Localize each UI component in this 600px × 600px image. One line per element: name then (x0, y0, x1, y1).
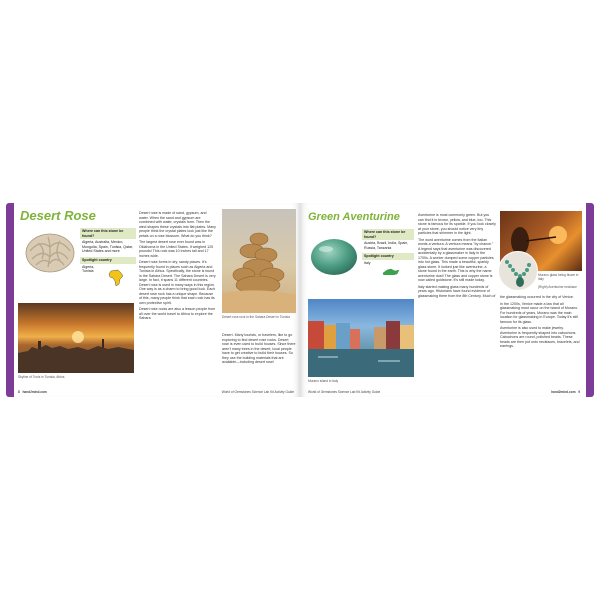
footer-site: hand2mind.com (551, 390, 576, 394)
desert-rose-photo (22, 229, 78, 275)
page-green-aventurine (300, 203, 586, 397)
aventurine-necklace-photo (498, 251, 538, 291)
paragraph: Desert. Many tourists, or travelers, like to go exploring to find desert rose rocks. Desert rose is even used to build houses. Since there aren't many trees in the desert, local people have to get creative to build their houses. So they use the building materials that are available—including desert rose! (222, 333, 296, 364)
info-box (362, 229, 414, 267)
page-desert-rose (14, 203, 300, 397)
italy-map-icon (382, 265, 400, 275)
murano-island-photo (308, 299, 414, 377)
body-column-2 (500, 295, 580, 351)
page-number: 8 (18, 390, 20, 394)
africa-map-icon (108, 269, 124, 287)
body-column-2 (222, 333, 296, 367)
paragraph: the glassmaking occurred in the city of Venice. (500, 295, 574, 299)
sahara-desert-rose-photo (222, 209, 296, 313)
page-title: Desert Rose (20, 208, 96, 223)
aventurine-stone-photo (308, 233, 360, 279)
paragraph: Aventurine is also used to make jewelry. Aventurine is frequently shaped into cabochons. Cabochons are round, polished beads. These beads are then put onto necklaces, bracelets, and earrings. (500, 326, 580, 348)
paragraph: Desert rose rocks are also a lesson people from all over the world travel to Africa to explore the Sahara (139, 307, 216, 320)
spotlight-heading: Spotlight country (80, 257, 136, 264)
footer-right (551, 390, 580, 394)
where-text: Algeria, Australia, Mexico, Mongolia, Spain, Tunisia, Qatar, United States and more (82, 240, 133, 254)
tunis-skyline-photo (18, 303, 134, 373)
spotlight-heading: Spotlight country (362, 253, 414, 260)
body-column-1 (139, 211, 217, 323)
where-heading: Where can this stone be found? (362, 229, 414, 240)
caption-necklace: (Right) Aventurine necklace (538, 285, 577, 289)
paragraph: The word aventurine comes from the Italian words a ventura. A ventura means "by chance." A legend says that aventurine was discovered accidentally by a glassmaker in Italy in the 1700s. A worker dumped some copper particles into hot glass. This made a beautiful, sparkly glass stone. It looked just like aventurine, a stone found in the earth. This is why the name aventurine dust! The glass and copper stone is now called goldstone. It's still made today. (418, 237, 494, 282)
footer-guide: World of Gemstones Science Lab Kit Activity Guide (221, 390, 294, 394)
where-heading: Where can this stone be found? (80, 228, 136, 239)
spotlight-text: Algeria, Tunisia (82, 264, 95, 274)
caption-tunis: Skyline of Tunis in Tunisia, Africa (18, 375, 65, 379)
paragraph: Italy started making glass many hundreds of years ago. Historians have found evidence of glassmaking there from the 8th Century. Much of (418, 284, 496, 298)
paragraph: Aventurine is most commonly green. But you can find it in brown, yellow, and blue, too. This stone is famous for its sparkle. If you look closely at your stone, you should notice very tiny particles that shimmer in the light. (418, 213, 496, 235)
where-text: Austria, Brazil, India, Spain, Russia, Tanzania (364, 241, 409, 250)
caption-glass: Murano glass being blown in Italy (538, 273, 579, 281)
paragraph: The largest desert rose ever found was in Oklahoma in the United States. It weighed 125 pounds! This rock was 10 inches tall and 17 inches wide. (139, 240, 214, 258)
caption-murano: Murano island in Italy (308, 379, 339, 383)
footer-site: hand2mind.com (22, 390, 47, 394)
page-number: 9 (578, 390, 580, 394)
spotlight-text: Italy (364, 260, 371, 265)
paragraph: Desert rose is made of sand, gypsum, and water. When the sand and gypsum are combined with water, crystals form. Then the wind shapes these crystals into flat plates. Many people think the crystal plates look just like the petals on a rose blossom. What do you think? (139, 211, 216, 238)
paragraph: In the 1200s, Venice made a law that all glassmaking must occur on the island of Murano. For hundreds of years, Murano was the main location for glassmaking in Europe. Today it's still famous for its glass. (500, 301, 579, 324)
page-title: Green Aventurine (308, 211, 400, 223)
caption-sahara: Desert rose rock in the Sahara Desert in Tunisia (222, 315, 290, 319)
footer-guide: World of Gemstones Science Lab Kit Activity Guide (308, 390, 381, 394)
info-box (80, 228, 136, 275)
paragraph: Desert rose forms in dry, sandy places. It's frequently found in places such as Algeria and Tunisia in Africa. Specifically, the stone is found in the Sahara Desert. The Sahara Desert is very large. In fact, it spans 11 different countries. Desert rose is used in many ways in this region. One way is as a charm to bring good luck. Each desert rose rock has a unique shape. Because of this, many people think that each rock has its own protective spirit. (139, 260, 216, 305)
activity-guide-spread (6, 203, 594, 397)
book-edge-left (6, 203, 14, 397)
footer-left (18, 390, 47, 394)
book-edge-right (586, 203, 594, 397)
body-column-1 (418, 213, 496, 300)
